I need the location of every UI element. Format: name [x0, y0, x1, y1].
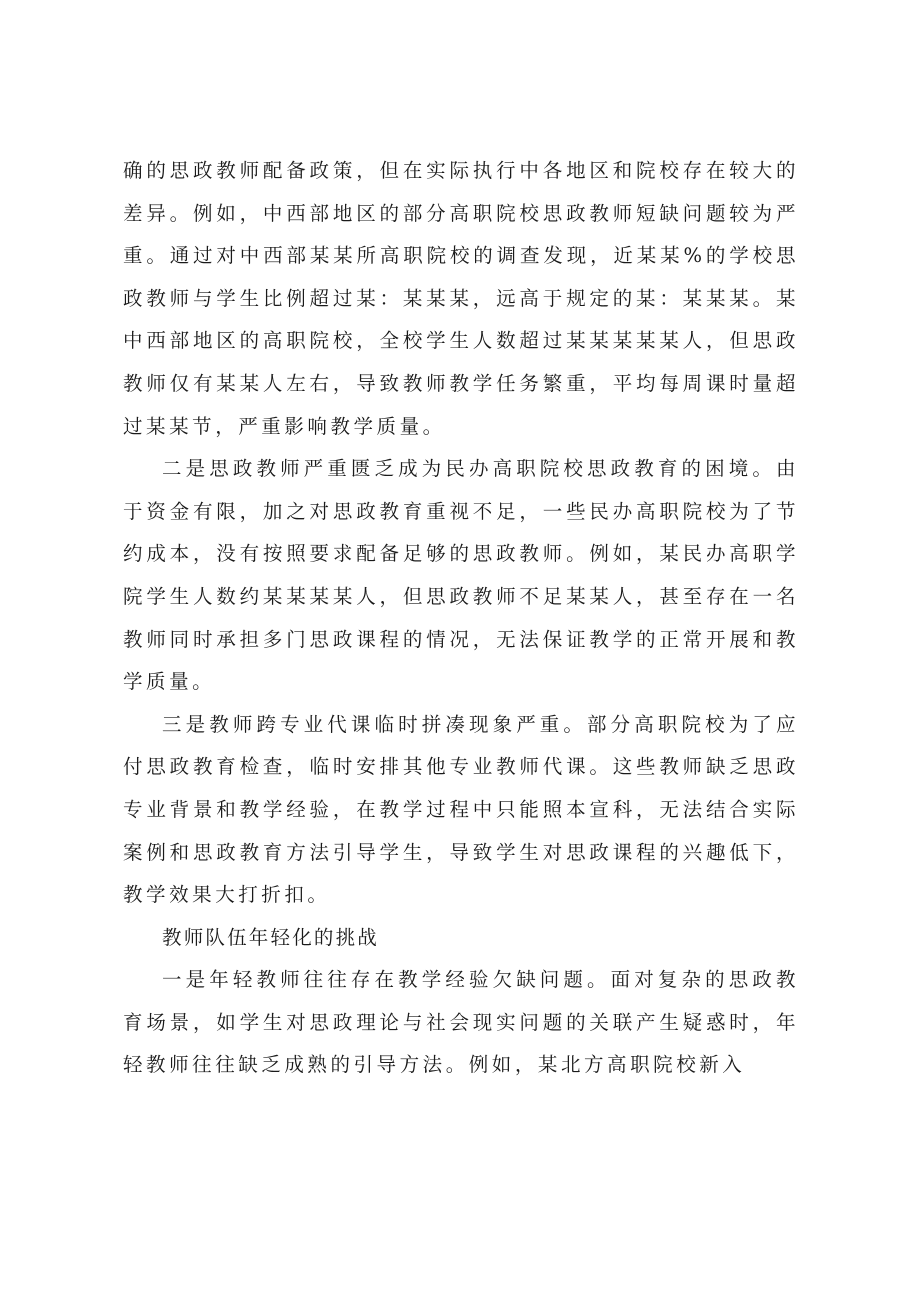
- paragraph-cross-discipline-teaching: 三是教师跨专业代课临时拼凑现象严重。部分高职院校为了应付思政教育检查，临时安排其他专业教师代课。这些教师缺乏思政专业背景和教学经验，在教学过程中只能照本宣科，无法结合实际案例和思政教育方法引导学生，导致学生对思政课程的兴趣低下，教学效果大打折扣。: [123, 712, 799, 907]
- section-heading: 教师队伍年轻化的挑战: [162, 925, 380, 949]
- document-body: [123, 150, 799, 1087]
- paragraph-private-colleges: 二是思政教师严重匮乏成为民办高职院校思政教育的困境。由于资金有限，加之对思政教育重视不足，一些民办高职院校为了节约成本，没有按照要求配备足够的思政教师。例如，某民办高职学院学生人数约某某某某人，但思政教师不足某某人，甚至存在一名教师同时承担多门思政课程的情况，无法保证教学的正常开展和教学质量。: [123, 457, 799, 694]
- paragraph-continuation: 确的思政教师配备政策，但在实际执行中各地区和院校存在较大的差异。例如，中西部地区的部分高职院校思政教师短缺问题较为严重。通过对中西部某某所高职院校的调查发现，近某某%的学校思政教师与学生比例超过某：某某某，远高于规定的某：某某某。某中西部地区的高职院校，全校学生人数超过某某某某某人，但思政教师仅有某某人左右，导致教师教学任务繁重，平均每周课时量超过某某节，严重影响教学质量。: [123, 159, 799, 438]
- paragraph-young-teachers: 一是年轻教师往往存在教学经验欠缺问题。面对复杂的思政教育场景，如学生对思政理论与社会现实问题的关联产生疑惑时，年轻教师往往缺乏成熟的引导方法。例如，某北方高职院校新入: [123, 968, 799, 1077]
